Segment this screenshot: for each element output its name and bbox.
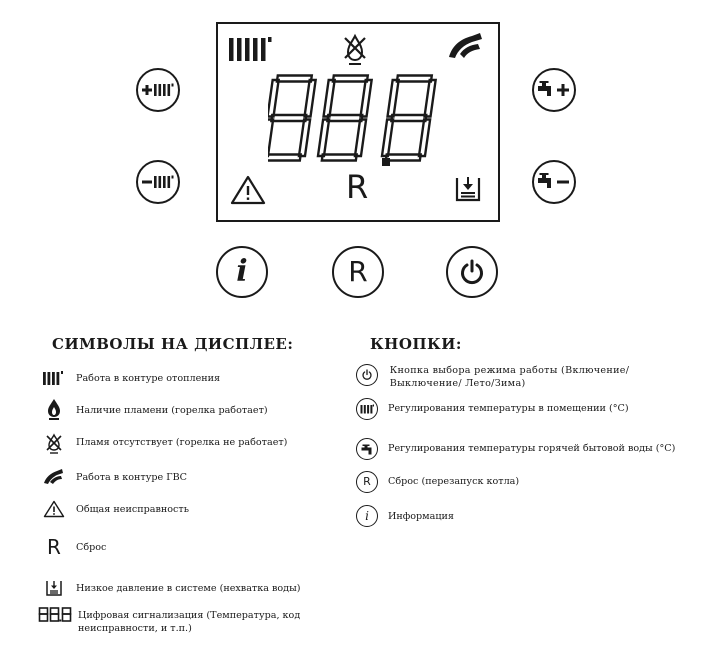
reset-button-icon [356, 471, 378, 493]
segment [333, 76, 368, 82]
digit-3 [381, 76, 436, 161]
hot-water-icon [446, 30, 486, 60]
info-button[interactable] [216, 246, 268, 298]
symbol-row-reset [40, 536, 330, 558]
heating-button-icon [356, 398, 378, 420]
symbol-desc: Работа в контуре ГВС [76, 472, 187, 483]
power-button-icon [356, 364, 378, 386]
lcd-display [216, 22, 500, 222]
segment [327, 115, 362, 121]
segment [318, 120, 329, 157]
button-desc: Регулирования температуры в помещении (°С) [388, 403, 629, 414]
segment [361, 80, 372, 117]
tap-plus-icon [537, 80, 571, 100]
radiator-minus-icon [141, 174, 175, 190]
segment [355, 120, 366, 157]
power-icon [458, 258, 486, 286]
symbol-row-flame [40, 398, 330, 420]
segment [299, 120, 310, 157]
segment [271, 115, 306, 121]
reset-indicator: R [346, 168, 369, 206]
button-row-dhw [356, 438, 696, 460]
info-icon: i [365, 509, 369, 523]
reset-icon: R [363, 475, 371, 488]
symbol-desc: Наличие пламени (горелка работает) [76, 405, 268, 416]
segment [391, 115, 426, 121]
button-desc: Сброс (перезапуск котла) [388, 476, 520, 487]
info-button-icon [356, 505, 378, 527]
digits-value: 88.8 [268, 74, 271, 75]
reset-button[interactable] [332, 246, 384, 298]
flame-icon [46, 398, 62, 420]
symbol-row-no-flame [40, 432, 330, 454]
heating-minus-button[interactable] [136, 160, 180, 204]
seven-segment-digits [268, 74, 448, 170]
radiator-icon [42, 370, 66, 386]
symbol-desc: Пламя отсутствует (горелка не работает) [76, 437, 288, 448]
segment [322, 155, 357, 161]
warning-icon [43, 500, 65, 518]
digit-1 [268, 76, 316, 161]
low-pressure-icon [454, 174, 482, 204]
symbol-desc: Цифровая сигнализация (Температура, код неисправности, и т.п.) [78, 610, 301, 634]
segment [382, 120, 393, 157]
symbol-row-digital [38, 606, 358, 635]
tap-minus-icon [537, 172, 571, 192]
symbol-desc: Общая неисправность [76, 504, 189, 515]
segment [268, 80, 279, 117]
svg-text:88.8: 88.8 [38, 606, 41, 607]
symbol-desc: Низкое давление в системе (нехватка воды) [76, 583, 301, 594]
button-row-heating [356, 398, 676, 420]
hot-water-minus-button[interactable] [532, 160, 576, 204]
symbol-row-heating [40, 370, 330, 386]
reset-icon: R [348, 255, 368, 288]
symbol-desc: Работа в контуре отопления [76, 373, 221, 384]
low-pressure-icon [45, 579, 63, 597]
hot-water-icon [42, 467, 66, 485]
symbol-row-dhw [40, 467, 330, 485]
symbol-desc: Сброс [76, 542, 107, 553]
segment [277, 76, 312, 82]
segment [305, 80, 316, 117]
warning-icon [230, 174, 266, 206]
symbol-row-low-pressure [40, 579, 330, 597]
power-icon [361, 369, 373, 381]
digital-display-icon [38, 606, 72, 624]
segment [397, 76, 432, 82]
button-desc: Регулирования температуры горячей бытовой воды (°С) [388, 443, 676, 454]
decimal-point [382, 158, 390, 166]
flame-off-icon [44, 432, 64, 454]
button-row-info [356, 505, 656, 527]
segment [419, 120, 430, 157]
flame-off-icon [340, 32, 370, 66]
tap-icon [361, 444, 374, 455]
dhw-button-icon [356, 438, 378, 460]
segment [268, 120, 273, 157]
segment [324, 80, 335, 117]
button-row-power [356, 364, 656, 390]
reset-icon: R [47, 535, 61, 559]
heating-plus-button[interactable] [136, 68, 180, 112]
symbols-section-title: СИМВОЛЫ НА ДИСПЛЕЕ: [52, 335, 294, 353]
radiator-icon [228, 36, 274, 62]
segment [425, 80, 436, 117]
power-button[interactable] [446, 246, 498, 298]
info-icon: i [236, 254, 248, 289]
digit-2 [317, 76, 372, 161]
symbol-row-fault [40, 500, 330, 518]
hot-water-plus-button[interactable] [532, 68, 576, 112]
button-desc: Кнопка выбора режима работы (Включение/ Выключение/ Лето/Зима) [389, 365, 630, 389]
button-desc: Информация [388, 511, 454, 522]
radiator-icon [360, 404, 374, 414]
segment [386, 155, 421, 161]
segment [268, 155, 301, 161]
segment [388, 80, 399, 117]
buttons-section-title: КНОПКИ: [370, 335, 462, 353]
button-row-reset [356, 471, 656, 493]
radiator-plus-icon [141, 82, 175, 98]
